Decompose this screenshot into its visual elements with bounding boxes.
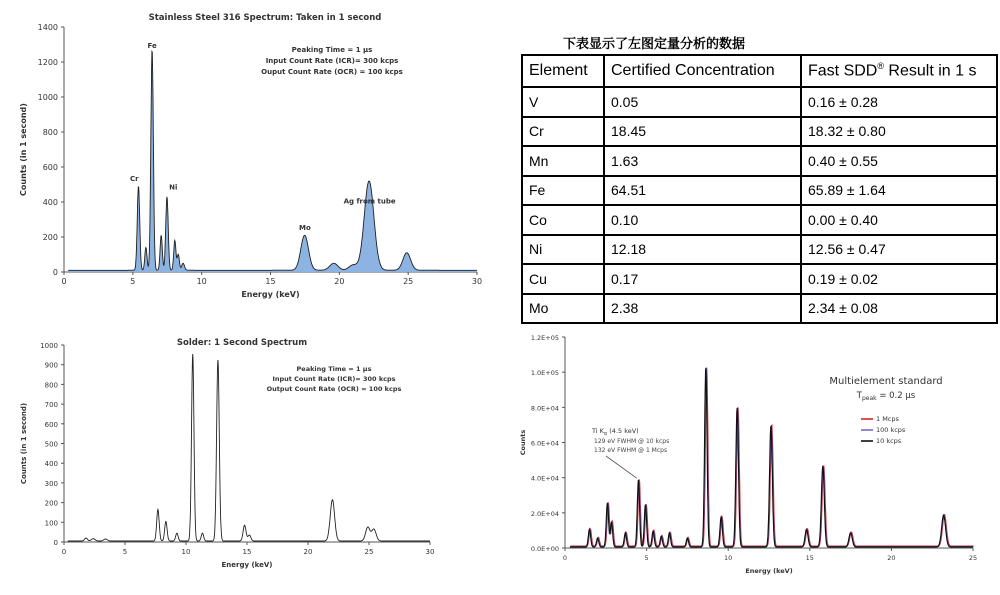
peak-label: Ag from tube	[343, 197, 396, 206]
subtitle-rest: = 0.2 µs	[876, 391, 916, 401]
table-row	[522, 205, 997, 235]
annotation-arrow	[606, 456, 637, 478]
chart-title: Stainless Steel 316 Spectrum: Taken in 1 second	[148, 13, 382, 23]
y-tick-label: 200	[44, 499, 58, 508]
annotation-title-rest: (4.5 keV)	[607, 427, 639, 435]
y-axis-label: Counts (in 1 second)	[19, 103, 28, 196]
chart-title: Solder: 1 Second Spectrum	[176, 338, 308, 348]
y-tick-label: 1.0E+05	[530, 369, 559, 378]
cell-certified: 12.18	[604, 235, 801, 265]
column-header-sdd-rest: Result in 1 s	[883, 62, 977, 80]
y-tick-label: 700	[44, 401, 58, 410]
annotation-text: Peaking Time = 1 µs	[291, 46, 373, 54]
annotation-text: 132 eV FWHM @ 1 Mcps	[594, 447, 668, 454]
cell-sdd-result: 65.89 ± 1.64	[801, 176, 997, 206]
annotation-text: Output Count Rate (OCR) = 100 kcps	[266, 385, 402, 393]
y-tick-label: 200	[42, 233, 58, 242]
chart-subtitle	[856, 391, 916, 402]
solder-spectrum-chart	[0, 330, 500, 595]
x-tick-label: 15	[805, 554, 814, 562]
x-tick-label: 10	[196, 277, 207, 286]
annotation-text: Ouput Count Rate (OCR) = 100 kcps	[261, 68, 403, 76]
x-tick-label: 30	[471, 277, 483, 286]
y-tick-label: 1000	[37, 93, 58, 102]
x-tick-label: 10	[724, 554, 733, 562]
y-tick-label: 800	[44, 381, 58, 390]
cell-element: Mn	[522, 146, 604, 176]
peak-label: Mo	[299, 223, 311, 232]
cell-sdd-result: 2.34 ± 0.08	[801, 294, 997, 324]
cell-element: Fe	[522, 176, 604, 206]
y-tick-label: 4.0E+04	[530, 474, 559, 483]
cell-sdd-result: 0.40 ± 0.55	[801, 146, 997, 176]
cell-element: V	[522, 87, 604, 117]
y-tick-label: 400	[44, 460, 58, 469]
y-tick-label: 100	[44, 519, 58, 528]
peak-label: Fe	[147, 41, 157, 50]
column-header-sdd	[801, 55, 997, 87]
y-tick-label: 1200	[37, 58, 58, 67]
y-tick-label: 400	[42, 198, 58, 207]
table-row	[522, 235, 997, 265]
y-tick-label: 0.0E+00	[530, 545, 559, 553]
x-tick-label: 15	[242, 548, 252, 556]
cell-certified: 2.38	[604, 294, 801, 324]
subtitle-sub: peak	[861, 395, 877, 402]
y-axis-label: Counts (in 1 second)	[20, 402, 28, 485]
cell-sdd-result: 12.56 ± 0.47	[801, 235, 997, 265]
table-caption: 下表显示了左图定量分析的数据	[563, 37, 746, 52]
table-row	[522, 146, 997, 176]
column-header-certified: Certified Concentration	[604, 55, 801, 87]
y-axis-label: Counts	[519, 429, 527, 456]
y-tick-label: 600	[42, 163, 58, 172]
cell-element: Cr	[522, 117, 604, 147]
cell-certified: 18.45	[604, 117, 801, 147]
x-tick-label: 30	[425, 548, 435, 556]
x-tick-label: 20	[303, 548, 313, 556]
y-tick-label: 1.2E+05	[530, 334, 559, 342]
cell-certified: 0.10	[604, 205, 801, 235]
column-header-element: Element	[522, 55, 604, 87]
cell-sdd-result: 18.32 ± 0.80	[801, 117, 997, 147]
table-row	[522, 176, 997, 206]
cell-sdd-result: 0.00 ± 0.40	[801, 205, 997, 235]
x-axis-label: Energy (keV)	[221, 561, 273, 569]
x-tick-label: 5	[122, 548, 128, 556]
table-row	[522, 294, 997, 324]
cell-element: Ni	[522, 235, 604, 265]
spectrum-line	[68, 52, 477, 271]
subtitle-main: T	[856, 391, 862, 401]
table-row	[522, 264, 997, 294]
column-header-sdd-main: Fast SDD	[808, 62, 878, 80]
y-tick-label: 0	[53, 539, 58, 547]
steel-spectrum-chart	[0, 0, 500, 310]
cell-certified: 0.17	[604, 264, 801, 294]
y-tick-label: 2.0E+04	[530, 509, 559, 518]
x-tick-label: 0	[562, 554, 568, 562]
y-tick-label: 6.0E+04	[530, 439, 559, 448]
legend-label: 10 kcps	[876, 437, 902, 445]
results-table	[521, 54, 998, 324]
x-tick-label: 0	[61, 548, 67, 556]
y-tick-label: 1000	[40, 342, 58, 350]
multielement-spectrum-chart	[510, 325, 1000, 595]
cell-element: Cu	[522, 264, 604, 294]
y-tick-label: 8.0E+04	[530, 404, 559, 413]
x-axis-label: Energy (keV)	[241, 290, 300, 299]
x-tick-label: 20	[887, 554, 896, 562]
x-axis-label: Energy (keV)	[745, 567, 793, 575]
legend-label: 100 kcps	[876, 426, 906, 434]
x-tick-label: 20	[334, 277, 345, 286]
x-tick-label: 10	[181, 548, 191, 556]
annotation-title-main: Ti K	[592, 427, 604, 435]
y-tick-label: 500	[44, 440, 58, 449]
y-tick-label: 0	[52, 268, 58, 277]
annotation-text: 129 eV FWHM @ 10 kcps	[594, 438, 670, 445]
cell-certified: 1.63	[604, 146, 801, 176]
peak-label: Ni	[169, 183, 178, 192]
legend-label: 1 Mcps	[876, 415, 899, 423]
table-row	[522, 117, 997, 147]
cell-sdd-result: 0.16 ± 0.28	[801, 87, 997, 117]
annotation-title	[591, 427, 639, 437]
peak-label: Cr	[130, 174, 139, 183]
y-tick-label: 800	[42, 128, 58, 137]
cell-element: Co	[522, 205, 604, 235]
annotation-text: Input Count Rate (ICR)= 300 kcps	[272, 375, 396, 383]
x-tick-label: 25	[968, 554, 978, 562]
x-tick-label: 15	[265, 277, 276, 286]
y-tick-label: 600	[44, 420, 58, 429]
y-tick-label: 1400	[37, 23, 58, 32]
registered-mark: ®	[877, 61, 884, 72]
x-tick-label: 0	[61, 277, 67, 286]
annotation-text: Peaking Time = 1 µs	[296, 365, 372, 373]
x-tick-label: 5	[130, 277, 136, 286]
annotation-title-sub: α	[603, 431, 608, 437]
chart-title: Multielement standard	[829, 376, 943, 387]
cell-certified: 0.05	[604, 87, 801, 117]
table-header-row	[522, 55, 997, 87]
x-tick-label: 25	[403, 277, 414, 286]
table-row	[522, 87, 997, 117]
cell-certified: 64.51	[604, 176, 801, 206]
x-tick-label: 5	[644, 554, 649, 562]
x-tick-label: 25	[364, 548, 374, 556]
cell-element: Mo	[522, 294, 604, 324]
annotation-text: Input Count Rate (ICR)= 300 kcps	[265, 57, 399, 65]
cell-sdd-result: 0.19 ± 0.02	[801, 264, 997, 294]
y-tick-label: 300	[44, 479, 58, 488]
y-tick-label: 900	[44, 361, 58, 370]
spectrum-fill	[68, 52, 477, 273]
